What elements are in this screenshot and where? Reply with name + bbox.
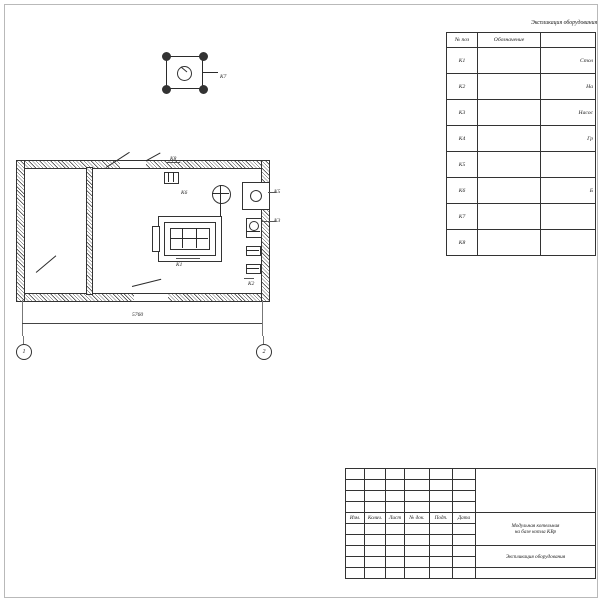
spec-cell-name (541, 230, 596, 256)
opening-bottom (134, 293, 168, 302)
stamp-cell (386, 502, 405, 513)
table-row (447, 152, 596, 178)
stamp-cell (386, 557, 405, 568)
spec-cell-pos: К3 (447, 100, 478, 126)
stamp-cell (405, 469, 430, 480)
stamp-cell (405, 546, 430, 557)
title-block (345, 468, 596, 579)
stamp-cell (476, 568, 596, 579)
boiler-room-plan (16, 160, 268, 300)
stamp-cell (365, 568, 386, 579)
spec-header-row (447, 33, 596, 48)
stamp-cell (365, 557, 386, 568)
table-row (447, 178, 596, 204)
stamp-cell (405, 568, 430, 579)
stamp-col-list: Лист (386, 513, 405, 524)
equipment-spec-table (446, 32, 596, 256)
spec-cell-name: На (541, 74, 596, 100)
stamp-cell (365, 546, 386, 557)
label-k6: К6 (181, 190, 188, 196)
stamp-cell (405, 524, 430, 535)
opening-top (120, 160, 146, 169)
equipment-k2-b (246, 264, 261, 274)
stamp-cell (346, 557, 365, 568)
spec-col-pos: № поз (447, 33, 478, 48)
stamp-cell (365, 469, 386, 480)
stamp-cell (365, 524, 386, 535)
spec-cell-pos: К1 (447, 48, 478, 74)
stamp-cell (430, 557, 453, 568)
k7-detail (158, 50, 210, 96)
spec-cell-oboz (478, 126, 541, 152)
spec-cell-pos: К4 (447, 126, 478, 152)
door-swing-bottom (132, 279, 161, 287)
spec-col-oboz: Обозначение (478, 33, 541, 48)
stamp-cell (453, 480, 476, 491)
stamp-cell (386, 491, 405, 502)
equipment-k8 (164, 172, 179, 184)
spec-cell-oboz (478, 230, 541, 256)
spec-cell-name: Стол (541, 48, 596, 74)
stamp-cell (453, 546, 476, 557)
stamp-cell (405, 491, 430, 502)
equipment-k1-chamber (170, 228, 210, 250)
door-swing-room-left (36, 255, 56, 272)
stamp-cell (453, 557, 476, 568)
stamp-cell (346, 469, 365, 480)
stamp-object-title (476, 513, 596, 546)
stamp-col-kolich: Колич. (365, 513, 386, 524)
stamp-cell (405, 480, 430, 491)
spec-cell-name: Гр (541, 126, 596, 152)
table-row (447, 74, 596, 100)
stamp-cell (386, 469, 405, 480)
stamp-row (346, 469, 596, 480)
stamp-cell (365, 535, 386, 546)
label-k1: К1 (176, 262, 183, 268)
stamp-cell (386, 546, 405, 557)
stamp-cell (386, 568, 405, 579)
equipment-k2-a (246, 246, 261, 256)
stamp-cell (453, 502, 476, 513)
stamp-cell (346, 568, 365, 579)
table-row (447, 230, 596, 256)
stamp-cell (365, 491, 386, 502)
stamp-cell (386, 524, 405, 535)
equipment-k1-left-part (152, 226, 160, 252)
stamp-cell (430, 469, 453, 480)
table-row (447, 204, 596, 230)
wall-left (16, 160, 25, 302)
spec-cell-oboz (478, 152, 541, 178)
label-k5: К5 (274, 189, 281, 195)
table-row (447, 48, 596, 74)
label-k2: К2 (248, 281, 255, 287)
equipment-k6 (212, 185, 231, 204)
spec-cell-name (541, 152, 596, 178)
spec-cell-pos: К8 (447, 230, 478, 256)
stamp-cell (430, 480, 453, 491)
stamp-title-area (476, 469, 596, 513)
spec-cell-oboz (478, 74, 541, 100)
stamp-cell (346, 535, 365, 546)
stamp-row (346, 546, 596, 557)
wall-partition (86, 167, 93, 295)
stamp-cell (453, 524, 476, 535)
stamp-sheet-title: Экспликация оборудования (476, 546, 596, 568)
spec-cell-oboz (478, 178, 541, 204)
stamp-cell (430, 546, 453, 557)
stamp-cell (346, 502, 365, 513)
stamp-cell (365, 502, 386, 513)
spec-cell-name: Насос (541, 100, 596, 126)
stamp-row (346, 568, 596, 579)
stamp-cell (346, 546, 365, 557)
label-k7-detail: К7 (220, 74, 227, 80)
stamp-cell (386, 535, 405, 546)
stamp-cell (346, 480, 365, 491)
stamp-col-ndok: № док. (405, 513, 430, 524)
dim-ext-right (262, 300, 263, 336)
spec-cell-pos: К2 (447, 74, 478, 100)
stamp-cell (453, 491, 476, 502)
stamp-cell (453, 469, 476, 480)
stamp-title-line1: Модульная котельная (511, 523, 560, 529)
stamp-cell (405, 557, 430, 568)
stamp-cell (430, 524, 453, 535)
stamp-cell (453, 535, 476, 546)
table-row (447, 100, 596, 126)
stamp-col-izm: Изм. (346, 513, 365, 524)
stamp-cell (346, 491, 365, 502)
stamp-cell (346, 524, 365, 535)
spec-cell-pos: К6 (447, 178, 478, 204)
stamp-title-line2: на базе котла КВр (514, 529, 557, 535)
label-k8: К8 (170, 156, 177, 162)
stamp-cell (386, 480, 405, 491)
axis-mark-2: 2 (256, 344, 272, 360)
label-k3: К3 (274, 218, 281, 224)
spec-cell-oboz (478, 100, 541, 126)
stamp-cell (430, 491, 453, 502)
dimension-value: 5760 (132, 312, 144, 318)
spec-cell-pos: К5 (447, 152, 478, 178)
stamp-cell (365, 480, 386, 491)
stamp-col-podp: Подп. (430, 513, 453, 524)
stamp-cell (405, 535, 430, 546)
spec-table-title: Экспликация оборудования (531, 20, 598, 26)
stamp-col-data: Дата (453, 513, 476, 524)
stamp-cell (453, 568, 476, 579)
spec-cell-oboz (478, 204, 541, 230)
spec-col-name (541, 33, 596, 48)
dim-line (22, 323, 262, 324)
stamp-header-row (346, 513, 596, 524)
axis-mark-1: 1 (16, 344, 32, 360)
stamp-cell (430, 535, 453, 546)
stamp-cell (430, 568, 453, 579)
stamp-cell (430, 502, 453, 513)
stamp-cell (405, 502, 430, 513)
spec-cell-name (541, 204, 596, 230)
spec-cell-name: Б (541, 178, 596, 204)
dim-ext-left (22, 300, 23, 336)
spec-cell-oboz (478, 48, 541, 74)
table-row (447, 126, 596, 152)
spec-cell-pos: К7 (447, 204, 478, 230)
